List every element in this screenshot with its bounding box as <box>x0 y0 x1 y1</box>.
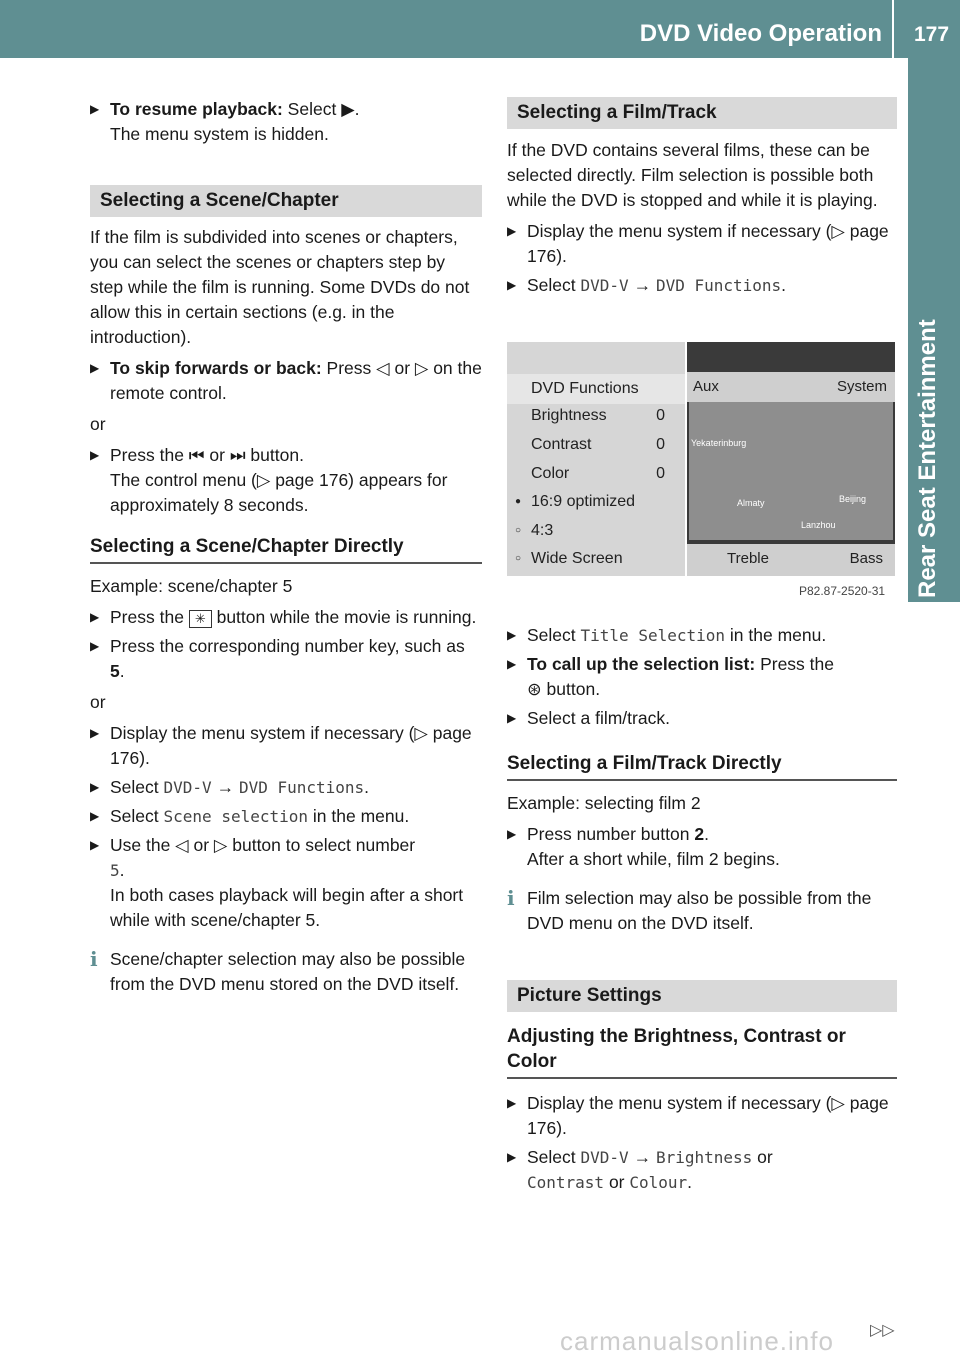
step-arrow-icon: ▶ <box>90 726 100 740</box>
menu-item: ○ Wide Screen <box>507 545 685 573</box>
after-short-note: After a short while, film 2 begins. <box>527 849 780 869</box>
scene-direct-heading: Selecting a Scene/Chapter Directly <box>90 534 482 564</box>
step-arrow-icon: ▶ <box>90 102 100 116</box>
select-dvd-functions-step: ▶ Select DVD-V → DVD Functions. <box>507 273 897 298</box>
display-menu-step: ▶ Display the menu system if necessary (▷ page 176). <box>507 221 889 266</box>
right-column-top <box>507 97 897 298</box>
tab-bass: Bass <box>849 550 883 567</box>
tab-treble: Treble <box>727 550 769 567</box>
map-display <box>687 342 895 576</box>
film-direct-heading: Selecting a Film/Track Directly <box>507 751 897 781</box>
or-text: or <box>90 414 106 434</box>
tab-aux: Aux <box>693 378 719 395</box>
step-arrow-icon: ▶ <box>90 838 100 852</box>
select-film-step: ▶ Select a film/track. <box>507 706 897 731</box>
dvd-functions-screenshot <box>507 342 895 576</box>
dvd-functions-menu <box>507 342 685 576</box>
section-tab-label: Rear Seat Entertainment <box>914 319 941 598</box>
step-arrow-icon: ▶ <box>90 361 100 375</box>
film-section-heading: Selecting a Film/Track <box>507 97 897 129</box>
select-title-step: ▶ Select Title Selection in the menu. <box>507 623 897 648</box>
or-text: or <box>90 692 106 712</box>
control-menu-note: The control menu (▷ page 176) appears for approximately 8 seconds. <box>110 470 448 515</box>
film-intro: If the DVD contains several films, these can be selected directly. Film selection is possible both while the DVD is stopped and while it is playing. <box>507 140 878 210</box>
radio-selected-icon: ● <box>515 496 522 507</box>
step-arrow-icon: ▶ <box>507 1096 517 1110</box>
menu-item: ○ 4:3 <box>507 517 685 545</box>
step-arrow-icon: ▶ <box>507 657 517 671</box>
step-arrow-icon: ▶ <box>507 224 517 238</box>
step-arrow-icon: ▶ <box>507 628 517 642</box>
select-brightness-step: ▶ Select DVD-V → Brightness or Contrast or Colour. <box>507 1147 773 1192</box>
page-number-box <box>892 0 960 58</box>
select-dvd-functions-step: ▶ Select DVD-V → DVD Functions. <box>90 775 482 800</box>
menu-item: Color 0 <box>531 465 665 482</box>
radio-icon: ○ <box>515 553 522 564</box>
step-arrow-icon: ▶ <box>507 1150 517 1164</box>
step-arrow-icon: ▶ <box>507 711 517 725</box>
map-city-label: Beijing <box>839 494 867 504</box>
map-city-label: Almaty <box>737 498 765 508</box>
call-up-step: ▶ To call up the selection list: Press the ⊛ button. <box>507 654 834 699</box>
menu-item: ● 16:9 optimized <box>507 488 685 516</box>
skip-step: ▶ To skip forwards or back: Press ◁ or ▷ on the remote control. <box>90 358 482 403</box>
ok-button-icon: ⊛ <box>527 679 542 699</box>
display-menu-step: ▶ Display the menu system if necessary (▷ page 176). <box>90 723 472 768</box>
step-arrow-icon: ▶ <box>507 827 517 841</box>
select-scene-step: ▶ Select Scene selection in the menu. <box>90 804 482 829</box>
film-example: Example: selecting film 2 <box>507 793 701 813</box>
step-arrow-icon: ▶ <box>507 278 517 292</box>
display-menu-step: ▶ Display the menu system if necessary (▷ page 176). <box>507 1093 889 1138</box>
press-number-step: ▶ Press number button 2. <box>507 822 897 847</box>
use-buttons-step: ▶ Use the ◁ or ▷ button to select number 5. <box>90 835 416 880</box>
scene-intro: If the film is subdivided into scenes or chapters, you can select the scenes or chapters step by step while the film is running. Some DVDs do not allow this in certain sections (e.g. in the introduction). <box>90 227 470 347</box>
page-number: 177 <box>914 23 950 46</box>
scene-section-heading: Selecting a Scene/Chapter <box>90 185 482 217</box>
menu-item: Contrast 0 <box>531 436 665 453</box>
left-column <box>90 97 482 997</box>
press-star-step: ▶ Press the ✳ button while the movie is running. <box>90 605 482 630</box>
resume-step: ▶ To resume playback: Select ▶. <box>90 97 482 122</box>
header-bar <box>0 0 960 58</box>
menu-item: Brightness 0 <box>531 407 665 424</box>
watermark: carmanualsonline.info <box>560 1326 834 1356</box>
star-key-icon: ✳ <box>189 610 212 628</box>
resume-note: The menu system is hidden. <box>110 124 329 144</box>
info-icon: i <box>507 886 515 910</box>
press-prev-next-step: ▶ Press the ⏮ or ⏭ button. <box>90 443 482 468</box>
info-icon: i <box>90 947 98 971</box>
info-note: i Film selection may also be possible from the DVD menu on the DVD itself. <box>507 886 872 933</box>
tab-system: System <box>836 378 887 395</box>
menu-title: DVD Functions <box>507 374 685 404</box>
map-city-label: Yekaterinburg <box>691 438 747 448</box>
radio-icon: ○ <box>515 525 522 536</box>
step-arrow-icon: ▶ <box>90 610 100 624</box>
figure-code: P82.87-2520-31 <box>799 584 886 598</box>
right-column-bottom <box>507 623 897 1195</box>
continue-icon: ▷▷ <box>870 1322 895 1339</box>
picture-section-heading: Picture Settings <box>507 980 897 1012</box>
scene-example: Example: scene/chapter 5 <box>90 576 293 596</box>
press-number-step: ▶ Press the corresponding number key, such as 5. <box>90 636 465 681</box>
step-arrow-icon: ▶ <box>90 809 100 823</box>
section-tab <box>908 58 960 602</box>
chapter-title: DVD Video Operation <box>639 20 882 47</box>
map-city-label: Lanzhou <box>801 520 836 530</box>
both-cases-note: In both cases playback will begin after a short while with scene/chapter 5. <box>110 885 464 930</box>
info-note: i Scene/chapter selection may also be possible from the DVD menu stored on the DVD itself. <box>90 947 466 994</box>
step-arrow-icon: ▶ <box>90 780 100 794</box>
play-icon: ▶ <box>341 99 355 119</box>
step-arrow-icon: ▶ <box>90 448 100 462</box>
map-image <box>689 402 893 540</box>
step-arrow-icon: ▶ <box>90 639 100 653</box>
adjust-heading: Adjusting the Brightness, Contrast or Color <box>507 1024 897 1079</box>
